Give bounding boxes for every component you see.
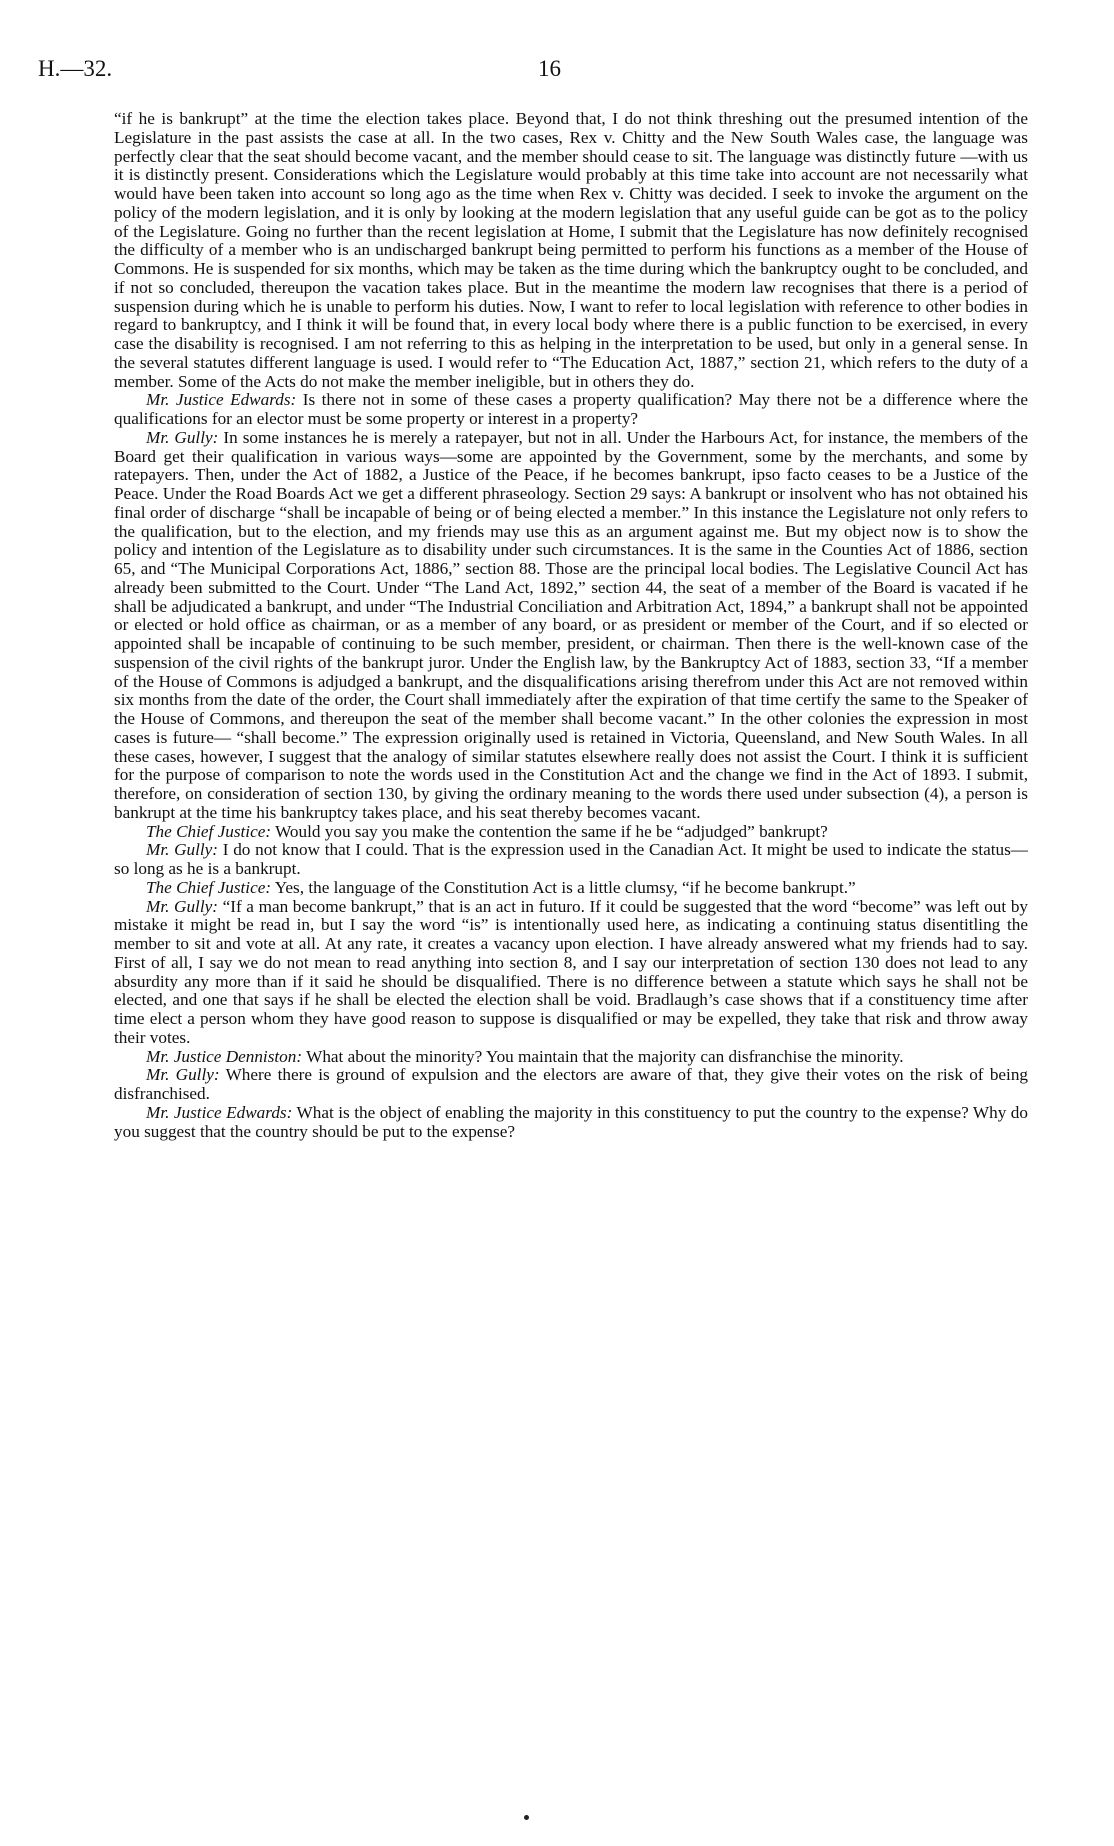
speech-paragraph xyxy=(114,1048,1028,1067)
speaker-name: The Chief Justice: xyxy=(146,821,272,841)
speaker-name: Mr. Gully: xyxy=(146,896,218,916)
speech-text: Is there not in some of these cases a property qualification? May there not be a difference where the qualifications for an elector must be some property or interest in a property? xyxy=(114,390,1028,428)
document-reference: H.—32. xyxy=(38,56,113,81)
speech-paragraph xyxy=(114,391,1028,429)
paragraph-text: “if he is bankrupt” at the time the election takes place. Beyond that, I do not think threshing out the presumed intention of the Legislature in the past assists the case at all. In the two cases, Rex v. Chitty and the New South Wales case, the language was perfectly clear that the seat should become vacant, and the member should cease to sit. The language was distinctly future —with us it is distinctly present. Considerations which the Legislature would probably at this time take into account are not necessarily what would have been taken into account so long ago as the time when Rex v. Chitty was decided. I seek to invoke the argument on the policy of the modern legislation, and it is only by looking at the modern legislation that any useful guide can be got as to the policy of the Legislature. Going no further than the recent legislation at Home, I submit that the Legislature has now definitely recognised the difficulty of a member who is an undischarged bankrupt being permitted to perform his functions as a member of the House of Commons. He is suspended for six months, which may be taken as the time during which the bankruptcy ought to be concluded, and if not so concluded, thereupon the vacation takes place. But in the meantime the modern law recognises that there is a period of suspension during which he is unable to perform his duties. Now, I want to refer to local legislation with reference to other bodies in regard to bankruptcy, and I think it will be found that, in every local body where there is a public function to be exercised, in every case the disability is recognised. I am not referring to this as helping in the interpretation to be used, but only in a general sense. In the several statutes different language is used. I would refer to “The Education Act, 1887,” section 21, which refers to the duty of a member. Some of the Acts do not make the member ineligible, but in others they do. xyxy=(114,109,1028,391)
speaker-name: Mr. Gully: xyxy=(146,427,219,447)
speech-text: I do not know that I could. That is the expression used in the Canadian Act. It might be used to indicate the status—so long as he is a bankrupt. xyxy=(114,840,1028,878)
page-number: 16 xyxy=(538,56,561,81)
paragraph-continuation xyxy=(114,110,1028,391)
speaker-name: Mr. Justice Edwards: xyxy=(146,1102,293,1122)
speech-paragraph xyxy=(114,429,1028,823)
speech-paragraph xyxy=(114,823,1028,842)
speech-text: Where there is ground of expulsion and the electors are aware of that, they give their votes on the risk of being disfranchised. xyxy=(114,1065,1029,1103)
speech-text: What is the object of enabling the majority in this constituency to put the country to the expense? Why do you suggest that the country should be put to the expense? xyxy=(114,1102,1028,1141)
speaker-name: Mr. Gully: xyxy=(146,1065,220,1085)
speech-paragraph xyxy=(114,841,1028,879)
speaker-name: Mr. Gully: xyxy=(146,840,219,860)
speech-paragraph xyxy=(114,898,1028,1048)
speaker-name: Mr. Justice Edwards: xyxy=(146,390,297,410)
body-text xyxy=(114,110,1028,1141)
speech-text: What about the minority? You maintain that the majority can disfranchise the minority. xyxy=(306,1046,904,1066)
speech-paragraph xyxy=(114,1104,1028,1142)
speech-text: Would you say you make the contention the same if he be “adjudged” bankrupt? xyxy=(275,821,828,841)
speech-paragraph xyxy=(114,1066,1028,1104)
page-mark xyxy=(524,1815,529,1820)
speech-text: In some instances he is merely a ratepayer, but not in all. Under the Harbours Act, for instance, the members of the Board get their qualification in various ways—some are appointed by the Government, some by the merchants, and some by ratepayers. Then, under the Act of 1882, a Justice of the Peace, if he becomes bankrupt, ipso facto ceases to be a Justice of the Peace. Under the Road Boards Act we get a different phraseology. Section 29 says: A bankrupt or insolvent who has not obtained his final order of discharge “shall be incapable of being or of being elected a member.” In this instance the Legislature not only refers to the qualification, but to the election, and my friends may use this as an argument against me. But my object now is to show the policy and intention of the Legislature as to disability under such circumstances. It is the same in the Counties Act of 1886, section 65, and “The Municipal Corporations Act, 1886,” section 88. Those are the principal local bodies. The Legislative Council Act has already been submitted to the Court. Under “The Land Act, 1892,” section 44, the seat of a member of the Board is vacated if he shall be adjudicated a bankrupt, and under “The Industrial Conciliation and Arbitration Act, 1894,” a bankrupt shall not be appointed or elected or hold office as chairman, or as a member of any board, or as president or member of the Court, and if so elected or appointed shall be incapable of continuing to be such member, president, or chairman. Then there is the well-known case of the suspension of the civil rights of the bankrupt juror. Under the English law, by the Bankruptcy Act of 1883, section 33, “If a member of the House of Commons is adjudged a bankrupt, and the disqualifications arising therefrom under this Act are not removed within six months from the date of the order, the Court shall immediately after the expiration of that time certify the same to the Speaker of the House of Commons, and thereupon the seat of the member shall become vacant.” In the other colonies the expression in most cases is future— “shall become.” The expression originally used is retained in Victoria, Queensland, and New South Wales. In all these cases, however, I suggest that the analogy of similar statutes elsewhere really does not assist the Court. I think it is sufficient for the purpose of comparison to note the words used in the Constitution Act and the change we find in the Act of 1893. I submit, therefore, on consideration of section 130, by giving the ordinary meaning to the words there used under subsection (4), a person is bankrupt at the time his bankruptcy takes place, and his seat thereby becomes vacant. xyxy=(114,427,1028,822)
page-header xyxy=(38,56,1046,88)
speaker-name: Mr. Justice Denniston: xyxy=(146,1046,303,1066)
speaker-name: The Chief Justice: xyxy=(146,877,272,897)
speech-text: Yes, the language of the Constitution Act is a little clumsy, “if he become bankrupt.” xyxy=(274,877,856,897)
speech-text: “If a man become bankrupt,” that is an act in futuro. If it could be suggested that the word “become” was left out by mistake it might be read in, but I say the word “is” is intentionally used here, as indicating a continuing status disentitling the member to sit and vote at all. At any rate, it creates a vacancy upon election. I have already answered what my friends had to say. First of all, I say we do not mean to read anything into section 8, and I say our interpretation of section 130 does not lead to any absurdity any more than if it said he should be disqualified. There is no difference between a statute which says he shall not be elected, and one that says if he shall be elected the election shall be void. Bradlaugh’s case shows that if a constituency time after time elect a person whom they have good reason to suppose is disqualified or may be expelled, they take that risk and throw away their votes. xyxy=(114,896,1029,1047)
speech-paragraph xyxy=(114,879,1028,898)
